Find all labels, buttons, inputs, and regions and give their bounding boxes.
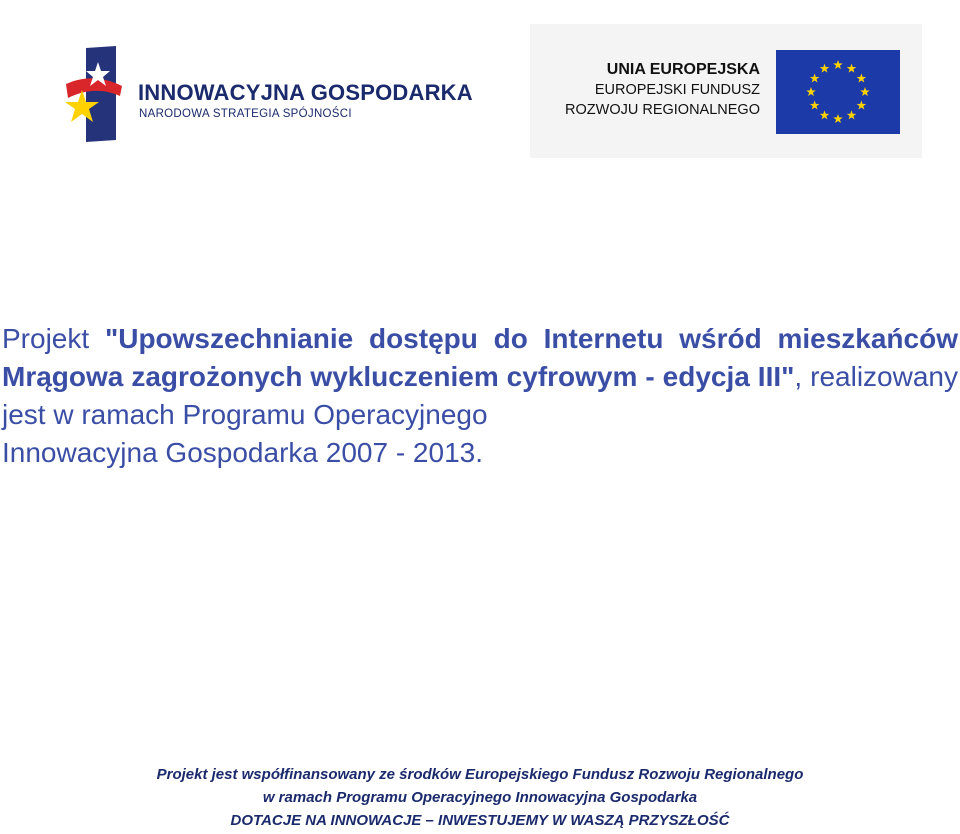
eu-flag-icon — [776, 50, 900, 134]
footer-program: w ramach Programu Operacyjnego Innowacyjna Gospodarka — [262, 789, 698, 806]
logo-title: INNOWACYJNA GOSPODARKA — [138, 80, 473, 105]
footer-slogan: DOTACJE NA INNOWACJE – INWESTUJEMY W WASZĄ PRZYSZŁOŚĆ — [230, 812, 730, 829]
footer-cofinancing: Projekt jest współfinansowany ze środków Europejskiego Fundusz Rozwoju Regionalnego — [156, 766, 804, 783]
stars-emblem-icon — [60, 46, 130, 146]
eu-fund-logo — [530, 24, 922, 158]
program-name: Innowacyjna Gospodarka 2007 - 2013. — [2, 437, 483, 468]
project-title: "Upowszechnianie dostępu do Internetu wśród mieszkańców Mrągowa zagrożonych wykluczeniem cyfrowym - edycja III" — [2, 323, 958, 392]
intro-text: Projekt — [2, 323, 105, 354]
eu-line-union: UNIA EUROPEJSKA — [606, 61, 760, 78]
project-description — [2, 320, 958, 472]
eu-logo-text — [565, 60, 760, 120]
innowacyjna-gospodarka-logo — [60, 46, 490, 146]
program-text: , realizowany jest w ramach Programu Operacyjnego — [2, 361, 958, 430]
eu-line-fund: EUROPEJSKI FUNDUSZ — [594, 82, 760, 98]
eu-line-regional: ROZWOJU REGIONALNEGO — [565, 102, 760, 118]
footer — [0, 763, 960, 832]
logo-subtitle: NARODOWA STRATEGIA SPÓJNOŚCI — [139, 108, 352, 120]
